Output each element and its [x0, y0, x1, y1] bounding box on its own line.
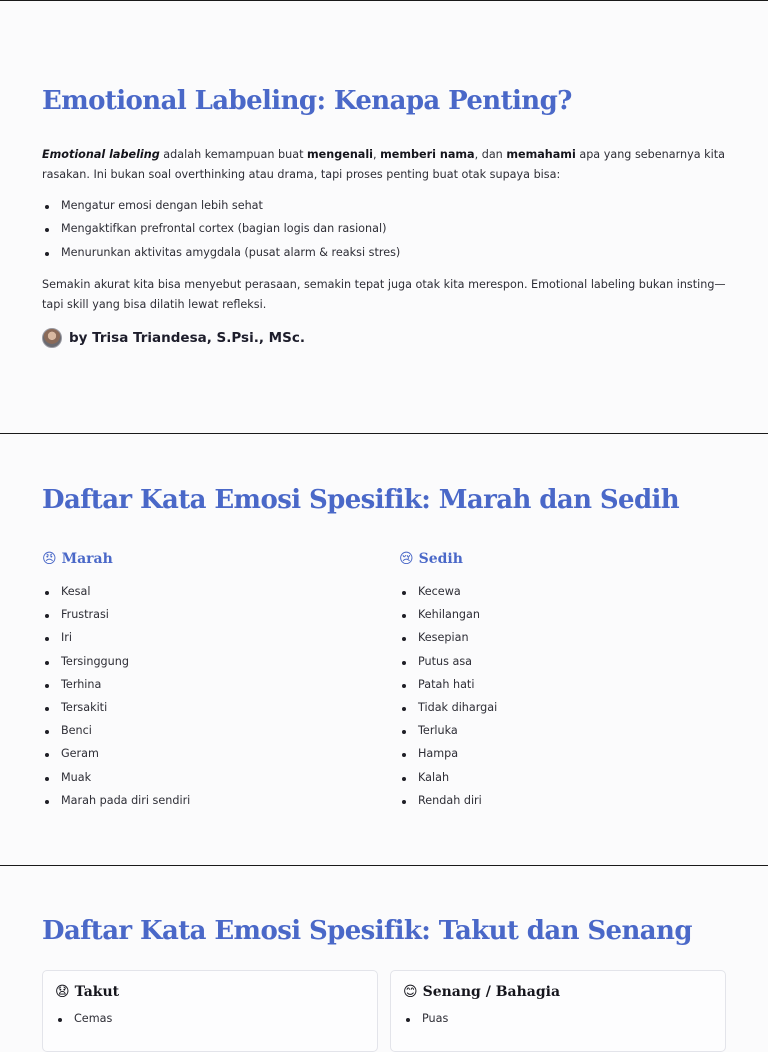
- intro-text: adalah kemampuan buat: [159, 148, 308, 161]
- list-item: Muak: [42, 769, 190, 792]
- author-byline: [42, 328, 305, 348]
- intro-text: apa yang sebenarnya kita rasakan. Ini bukan soal overthinking atau drama, tapi proses penting buat otak supaya bisa:: [42, 148, 725, 181]
- list-item: Kalah: [399, 769, 497, 792]
- list-item: Tersinggung: [42, 653, 190, 676]
- section-title-emotional-labeling: Emotional Labeling: Kenapa Penting?: [42, 86, 572, 116]
- list-item: Rendah diri: [399, 792, 497, 815]
- list-item: Mengaktifkan prefrontal cortex (bagian logis dan rasional): [42, 220, 400, 243]
- card-heading-takut: [55, 984, 119, 1000]
- takut-list: [55, 1010, 112, 1030]
- card-heading-senang: [403, 984, 560, 1000]
- card-takut: [42, 970, 378, 1052]
- intro-bold-memberi-nama: memberi nama: [380, 148, 475, 161]
- divider: [0, 433, 768, 434]
- benefit-list: [42, 197, 400, 267]
- list-item: Terhina: [42, 676, 190, 699]
- list-item: Kesal: [42, 583, 190, 606]
- section-title-marah-sedih: Daftar Kata Emosi Spesifik: Marah dan Sedih: [42, 485, 680, 515]
- column-heading-label: Marah: [61, 551, 113, 567]
- sedih-list: [399, 583, 497, 815]
- marah-list: [42, 583, 190, 815]
- angry-face-icon: 😠: [42, 551, 57, 567]
- column-heading-sedih: [399, 551, 463, 567]
- divider-top: [0, 0, 768, 1]
- column-heading-label: Sedih: [418, 551, 463, 567]
- divider: [0, 865, 768, 866]
- card-heading-label: Senang / Bahagia: [422, 984, 561, 1000]
- list-item: Puas: [403, 1010, 448, 1030]
- list-item: Tidak dihargai: [399, 699, 497, 722]
- intro-paragraph: [42, 145, 728, 184]
- avatar: [42, 328, 62, 348]
- section-title-takut-senang: Daftar Kata Emosi Spesifik: Takut dan Senang: [42, 916, 692, 946]
- list-item: Terluka: [399, 722, 497, 745]
- list-item: Geram: [42, 745, 190, 768]
- list-item: Marah pada diri sendiri: [42, 792, 190, 815]
- smiling-face-icon: 😊: [403, 984, 418, 1000]
- list-item: Mengatur emosi dengan lebih sehat: [42, 197, 400, 220]
- intro-text: ,: [373, 148, 381, 161]
- card-heading-label: Takut: [74, 984, 120, 1000]
- closing-paragraph: Semakin akurat kita bisa menyebut perasaan, semakin tepat juga otak kita merespon. Emotional labeling bukan insting—tapi skill yang bisa dilatih lewat refleksi.: [42, 278, 726, 311]
- senang-list: [403, 1010, 448, 1030]
- list-item: Benci: [42, 722, 190, 745]
- list-item: Patah hati: [399, 676, 497, 699]
- card-senang: [390, 970, 726, 1052]
- column-heading-marah: [42, 551, 113, 567]
- crying-face-icon: 😢: [399, 551, 414, 567]
- list-item: Hampa: [399, 745, 497, 768]
- list-item: Kecewa: [399, 583, 497, 606]
- list-item: Cemas: [55, 1010, 112, 1030]
- list-item: Kehilangan: [399, 606, 497, 629]
- list-item: Menurunkan aktivitas amygdala (pusat alarm & reaksi stres): [42, 244, 400, 267]
- anguished-face-icon: 😧: [55, 984, 70, 1000]
- list-item: Putus asa: [399, 653, 497, 676]
- list-item: Kesepian: [399, 629, 497, 652]
- intro-term: Emotional labeling: [42, 148, 160, 161]
- list-item: Tersakiti: [42, 699, 190, 722]
- list-item: Frustrasi: [42, 606, 190, 629]
- author-name: by Trisa Triandesa, S.Psi., MSc.: [69, 330, 305, 346]
- list-item: Iri: [42, 629, 190, 652]
- intro-bold-memahami: memahami: [506, 148, 576, 161]
- intro-text: , dan: [474, 148, 507, 161]
- intro-bold-mengenali: mengenali: [307, 148, 374, 161]
